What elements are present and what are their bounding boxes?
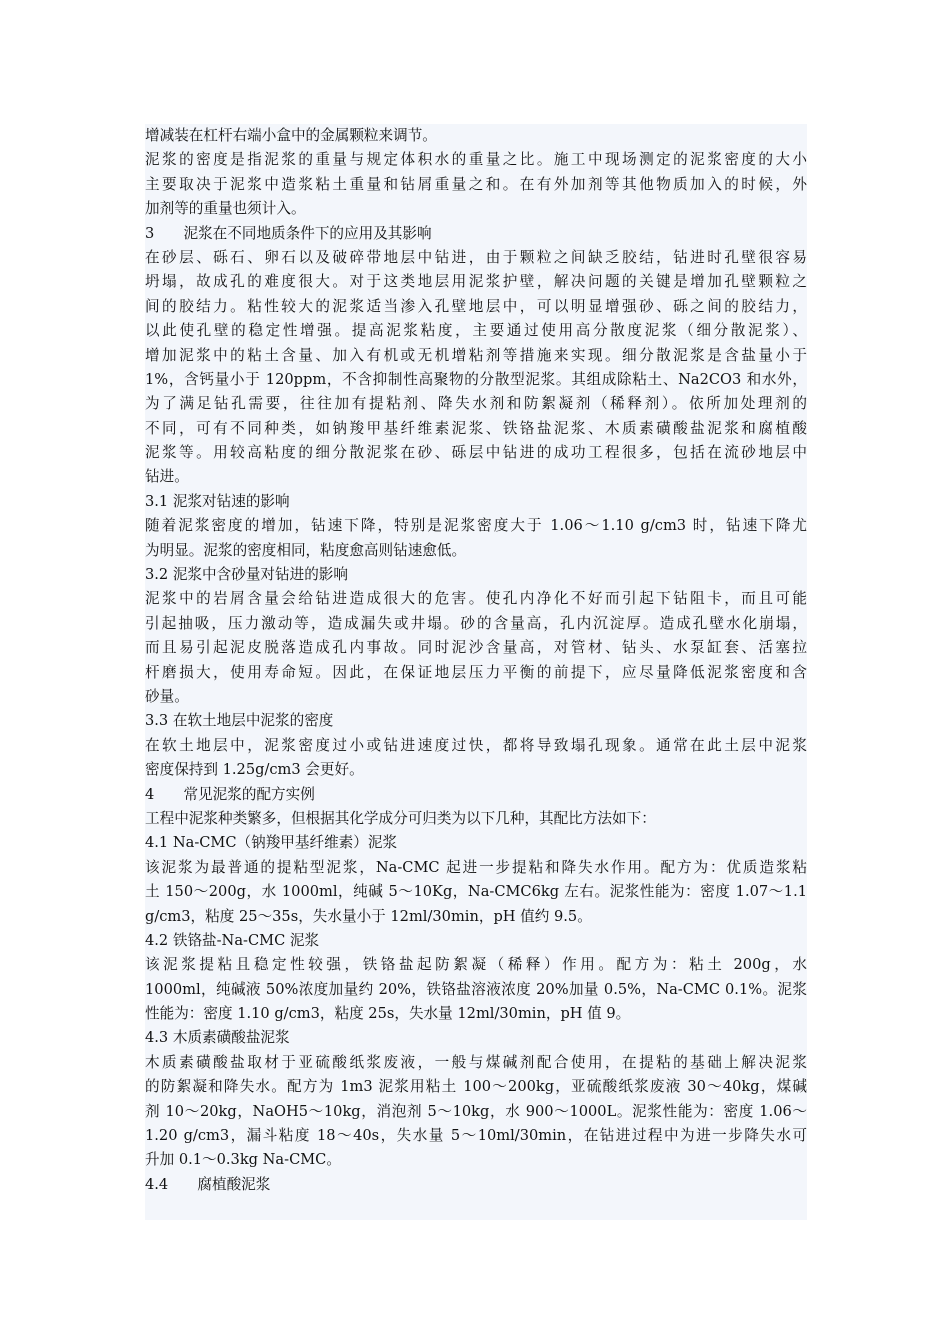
- document-text-block: [145, 124, 807, 1220]
- text-line: 主要取决于泥浆中造浆粘土重量和钻屑重量之和。在有外加剂等其他物质加入的时候，外: [145, 175, 807, 193]
- text-line: 1.20 g/cm3，漏斗粘度 18～40s，失水量 5～10ml/30min，在钻进过程中为进一步降失水可: [145, 1127, 807, 1145]
- text-line: 1%，含钙量小于 120ppm，不含抑制性高聚物的分散型泥浆。其组成除粘土、Na2CO3 和水外，: [145, 370, 807, 388]
- text-line: 剂 10～20kg，NaOH5～10kg，消泡剂 5～10kg，水 900～1000L。泥浆性能为：密度 1.06～: [145, 1102, 807, 1120]
- text-line: 钻进。: [145, 468, 189, 486]
- text-line: 以此使孔壁的稳定性增强。提高泥浆粘度，主要通过使用高分散度泥浆（细分散泥浆）、: [145, 322, 807, 340]
- text-line: 土 150～200g，水 1000ml，纯碱 5～10Kg，Na-CMC6kg 左右。泥浆性能为：密度 1.07～1.1: [145, 883, 807, 901]
- text-line: 4.1 Na-CMC（钠羧甲基纤维素）泥浆: [145, 834, 398, 852]
- text-line: 密度保持到 1.25g/cm3 会更好。: [145, 761, 364, 779]
- text-line: 木质素磺酸盐取材于亚硫酸纸浆废液，一般与煤碱剂配合使用，在提粘的基础上解决泥浆: [145, 1053, 807, 1071]
- text-line: 性能为：密度 1.10 g/cm3，粘度 25s，失水量 12ml/30min，pH 值 9。: [145, 1005, 631, 1023]
- text-line: 杆磨损大，使用寿命短。因此，在保证地层压力平衡的前提下，应尽量降低泥浆密度和含: [145, 663, 807, 681]
- text-line: 该泥浆提粘且稳定性较强，铁铬盐起防絮凝（稀释）作用。配方为：粘土 200g，水: [145, 956, 807, 974]
- text-line: 1000ml，纯碱液 50%浓度加量约 20%，铁铬盐溶液浓度 20%加量 0.5%，Na-CMC 0.1%。泥浆: [145, 980, 807, 998]
- text-line: 而且易引起泥皮脱落造成孔内事故。同时泥沙含量高，对管材、钻头、水泵缸套、活塞拉: [145, 639, 807, 657]
- text-line: 4.2 铁铬盐-Na-CMC 泥浆: [145, 931, 320, 949]
- text-line: 3.1 泥浆对钻速的影响: [145, 492, 290, 510]
- text-line: 3.2 泥浆中含砂量对钻进的影响: [145, 566, 348, 584]
- text-line: 3 泥浆在不同地质条件下的应用及其影响: [145, 224, 432, 242]
- text-line: 工程中泥浆种类繁多，但根据其化学成分可归类为以下几种，其配比方法如下：: [145, 809, 656, 827]
- text-line: [145, 1197, 807, 1221]
- text-line: 泥浆的密度是指泥浆的重量与规定体积水的重量之比。施工中现场测定的泥浆密度的大小: [145, 151, 807, 169]
- text-line: 坍塌，故成孔的难度很大。对于这类地层用泥浆护壁，解决问题的关键是增加孔壁颗粒之: [145, 273, 807, 291]
- text-line: 4.3 木质素磺酸盐泥浆: [145, 1029, 290, 1047]
- text-line: 升加 0.1～0.3kg Na-CMC。: [145, 1151, 341, 1169]
- text-line: 在砂层、砾石、卵石以及破碎带地层中钻进，由于颗粒之间缺乏胶结，钻进时孔壁很容易: [145, 248, 807, 266]
- text-line: 4.4 腐植酸泥浆: [145, 1175, 271, 1193]
- text-line: 加剂等的重量也须计入。: [145, 200, 306, 218]
- text-line: 3.3 在软土地层中泥浆的密度: [145, 712, 334, 730]
- text-line: 随着泥浆密度的增加，钻速下降，特别是泥浆密度大于 1.06～1.10 g/cm3 时，钻速下降尤: [145, 517, 807, 535]
- text-line: 增减装在杠杆右端小盒中的金属颗粒来调节。: [145, 127, 437, 144]
- text-line: 砂量。: [145, 687, 189, 705]
- text-line: 为明显。泥浆的密度相同，粘度愈高则钻速愈低。: [145, 541, 467, 559]
- text-line: 泥浆中的岩屑含量会给钻进造成很大的危害。使孔内净化不好而引起下钻阻卡，而且可能: [145, 590, 807, 608]
- text-line: 的防絮凝和降失水。配方为 1m3 泥浆用粘土 100～200kg，亚硫酸纸浆废液 30～40kg，煤碱: [145, 1078, 807, 1096]
- text-line: 引起抽吸，压力激动等，造成漏失或井塌。砂的含量高，孔内沉淀厚。造成孔壁水化崩塌，: [145, 614, 807, 632]
- text-line: 间的胶结力。粘性较大的泥浆适当渗入孔壁地层中，可以明显增强砂、砾之间的胶结力，: [145, 297, 807, 315]
- text-line: g/cm3，粘度 25～35s，失水量小于 12ml/30min，pH 值约 9.5。: [145, 907, 592, 925]
- text-line: 为了满足钻孔需要，往往加有提粘剂、降失水剂和防絮凝剂（稀释剂）。依所加处理剂的: [145, 395, 807, 413]
- text-line: 该泥浆为最普通的提粘型泥浆，Na-CMC 起进一步提粘和降失水作用。配方为：优质造浆粘: [145, 858, 807, 876]
- text-line: 不同，可有不同种类，如钠羧甲基纤维素泥浆、铁铬盐泥浆、木质素磺酸盐泥浆和腐植酸: [145, 419, 807, 437]
- text-line: 泥浆等。用较高粘度的细分散泥浆在砂、砾层中钻进的成功工程很多，包括在流砂地层中: [145, 444, 807, 462]
- text-line: 增加泥浆中的粘土含量、加入有机或无机增粘剂等措施来实现。细分散泥浆是含盐量小于: [145, 346, 807, 364]
- text-line: 4 常见泥浆的配方实例: [145, 785, 315, 803]
- text-line: 在软土地层中，泥浆密度过小或钻进速度过快，都将导致塌孔现象。通常在此土层中泥浆: [145, 736, 807, 754]
